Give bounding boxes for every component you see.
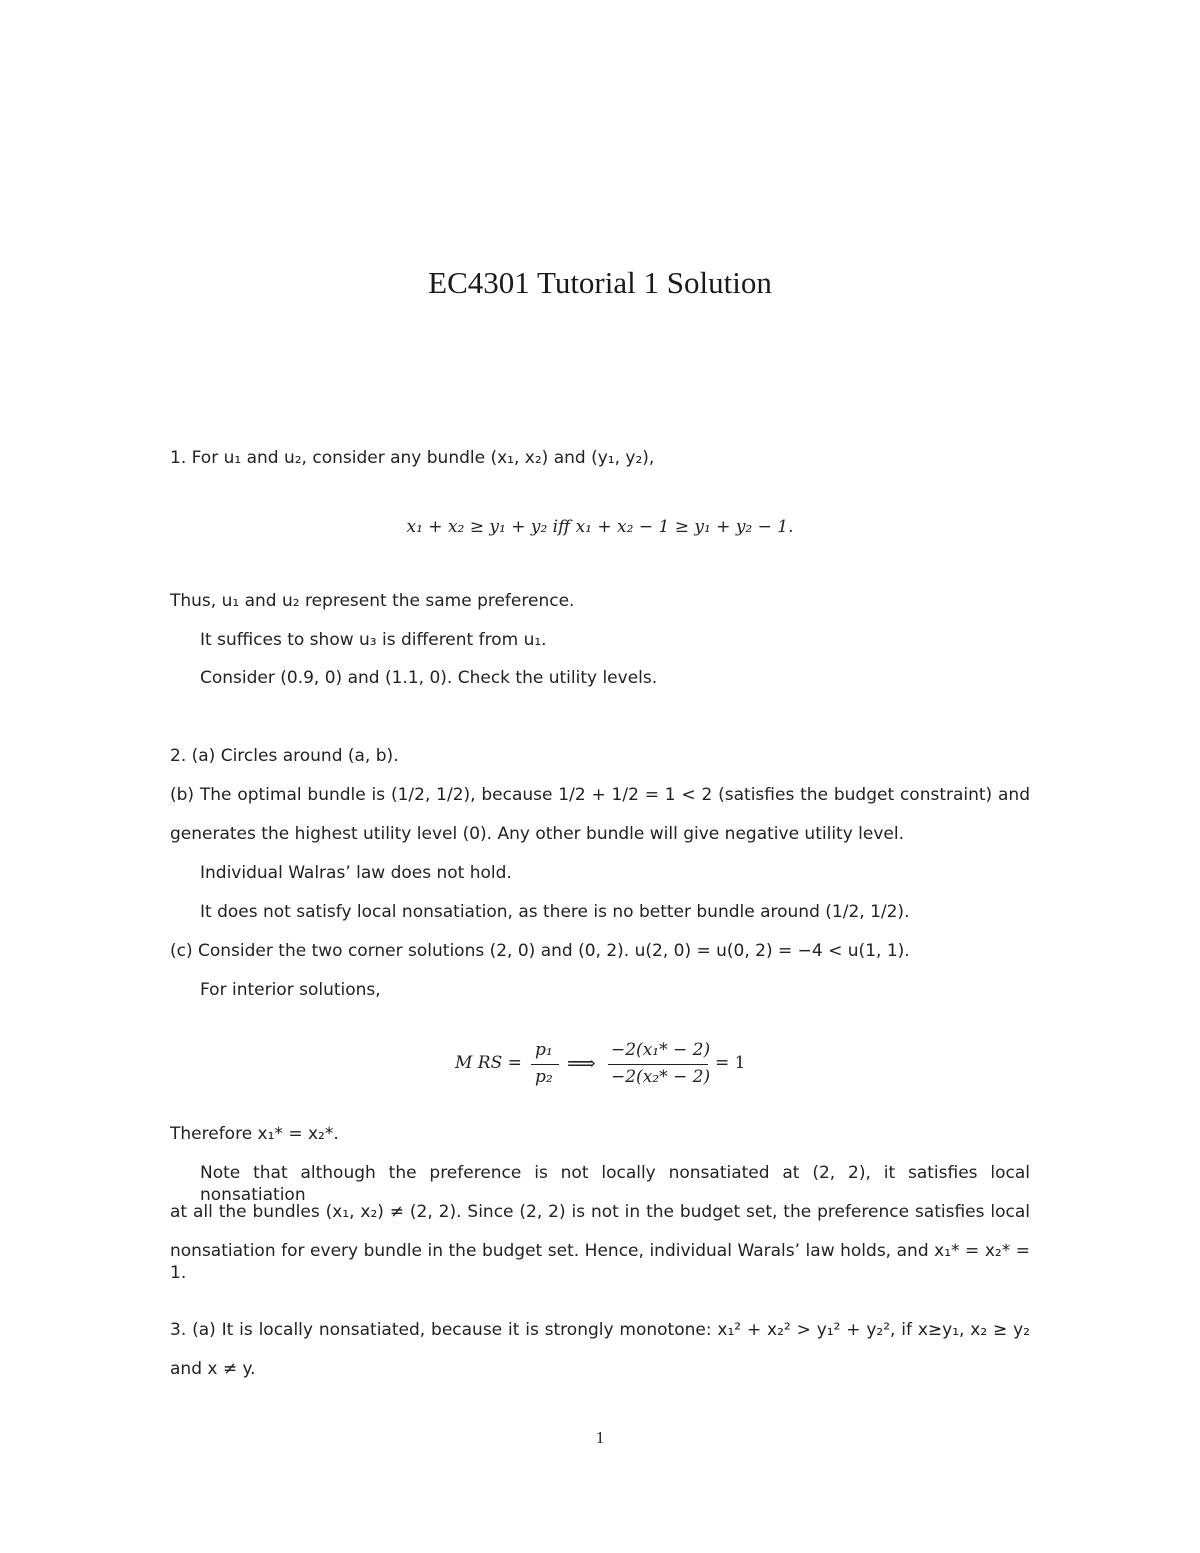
mrs-price-fraction-bar bbox=[531, 1064, 559, 1065]
mrs-fraction-bar bbox=[608, 1064, 708, 1065]
q2a: 2. (a) Circles around (a, b). bbox=[170, 746, 399, 766]
q1-thus: Thus, u₁ and u₂ represent the same preference. bbox=[170, 591, 575, 611]
mrs-implies: ⟹ bbox=[567, 1051, 596, 1075]
page-title: EC4301 Tutorial 1 Solution bbox=[428, 265, 772, 300]
q2c-note-line2: at all the bundles (x₁, x₂) ≠ (2, 2). Since (2, 2) is not in the budget set, the preference satisfies local bbox=[170, 1202, 1030, 1222]
mrs-price-denominator: p₂ bbox=[535, 1067, 553, 1087]
mrs-equation bbox=[455, 1036, 755, 1096]
mrs-price-numerator: p₁ bbox=[535, 1040, 553, 1060]
page-number: 1 bbox=[595, 1428, 605, 1447]
q1-intro: 1. For u₁ and u₂, consider any bundle (x₁, x₂) and (y₁, y₂), bbox=[170, 448, 655, 468]
q1-suffices: It suffices to show u₃ is different from u₁. bbox=[200, 630, 547, 650]
q2b-line2: generates the highest utility level (0). Any other bundle will give negative utility level. bbox=[170, 824, 904, 844]
q2b-line4: It does not satisfy local nonsatiation, as there is no better bundle around (1/2, 1/2). bbox=[200, 902, 910, 922]
mrs-rhs: = 1 bbox=[715, 1053, 746, 1073]
q3a-line1: 3. (a) It is locally nonsatiated, because it is strongly monotone: x₁² + x₂² > y₁² + y₂², if x≥y₁, x₂ ≥ y₂ bbox=[170, 1320, 1030, 1340]
q2c-note-line1: Note that although the preference is not locally nonsatiated at (2, 2), it satisfies local nonsatiation bbox=[200, 1163, 1030, 1205]
q2b-line1: (b) The optimal bundle is (1/2, 1/2), because 1/2 + 1/2 = 1 < 2 (satisfies the budget constraint) and bbox=[170, 785, 1030, 805]
mrs-lhs: M RS = bbox=[455, 1053, 522, 1073]
q2c-note-line3: nonsatiation for every bundle in the budget set. Hence, individual Warals’ law holds, and x₁* = x₂* = 1. bbox=[170, 1241, 1030, 1283]
q1-consider: Consider (0.9, 0) and (1.1, 0). Check the utility levels. bbox=[200, 668, 658, 688]
q2c-line2: For interior solutions, bbox=[200, 980, 381, 1000]
q2b-line3: Individual Walras’ law does not hold. bbox=[200, 863, 512, 883]
q3a-line2: and x ≠ y. bbox=[170, 1359, 256, 1379]
q2c-therefore: Therefore x₁* = x₂*. bbox=[170, 1124, 339, 1144]
mrs-numerator: −2(x₁* − 2) bbox=[611, 1040, 711, 1060]
mrs-denominator: −2(x₂* − 2) bbox=[611, 1067, 711, 1087]
q1-equation: x₁ + x₂ ≥ y₁ + y₂ iff x₁ + x₂ − 1 ≥ y₁ + y₂ − 1. bbox=[406, 517, 794, 537]
q2c-line1: (c) Consider the two corner solutions (2, 0) and (0, 2). u(2, 0) = u(0, 2) = −4 < u(1, 1). bbox=[170, 941, 910, 961]
